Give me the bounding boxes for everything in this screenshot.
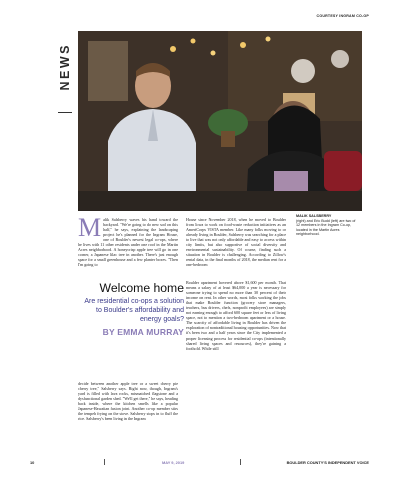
footer-divider-left bbox=[104, 459, 105, 465]
article-column-1-top bbox=[78, 213, 178, 268]
headline-deck: Are residential co-ops a solution to Boulder's affordability and energy goals? bbox=[84, 298, 184, 323]
page-number: 10 bbox=[30, 460, 35, 465]
photo-caption bbox=[296, 214, 360, 237]
photo-illustration bbox=[78, 31, 362, 211]
byline: BY EMMA MURRAY bbox=[102, 327, 184, 337]
article-column-2-bottom bbox=[186, 280, 286, 351]
article-photo bbox=[78, 31, 362, 211]
column-2-bottom-text: Boulder apartment hovered above $1,600 per month. That means a salary of at least $64,000 a year is necessary for someone trying to spend no more than 30 percent of their income on rent. In other words, most folks working the jobs that make Boulder function (grocery store managers, teachers, bus drivers, chefs, nonprofit employees) are simply not earning enough to afford 600 square feet or less of living space, not to mention a two-bedroom apartment or a house. The scarcity of affordable living in Boulder has driven the exploration of nontraditional housing opportunities. Now that it's been two and a half years since the City implemented a proper licensing process for residential co-ops (intentionally shared living spaces and resources), they're gaining a foothold. While still bbox=[186, 280, 286, 351]
publication-tagline: BOULDER COUNTY'S INDEPENDENT VOICE bbox=[286, 460, 369, 465]
caption-text: (right) and Eric Budd (left) are two of 12 members in the Ingram Co-op, located in the Martin Acres neighborhood. bbox=[296, 218, 356, 236]
drop-cap: M bbox=[78, 213, 102, 242]
headline-block bbox=[78, 281, 184, 337]
section-label: NEWS bbox=[58, 43, 72, 91]
article-column-1-bottom bbox=[78, 381, 178, 421]
column-2-top-text: House since November 2018, when he moved to Boulder from Iowa to work on food-waste reduction initiatives as an AmeriCorps VISTA member. Like many folks moving to or already living in Boulder, Salsberry was searching for a place to live that was not only affordable and easy to access within city limits, but also supportive of social diversity and environmental sustainability. Of course, finding such a situation in Boulder is challenging. According to Zillow's rental data, in the final months of 2018, the median rent for a one-bedroom bbox=[186, 217, 286, 268]
article-column-2-top bbox=[186, 217, 286, 267]
issue-date: MAY 9, 2019 bbox=[162, 460, 185, 465]
column-1-bottom-text: decide between another apple tree or a sweet cherry pie cherry tree," Salsberry says. Right now, though, Ingram's yard is filled with lava rocks, mismatched flagstone and a dysfunctional garden shed. "We'll get there," he says, heading back inside, where the kitchen smells like a popular Japanese-Hawaiian fusion joint. Another co-op member stirs the tempeh frying on the stove. Salsberry stops in to fluff the rice. Salsberry's been living in the Ingram bbox=[78, 381, 178, 422]
footer-divider-right bbox=[240, 459, 241, 465]
section-rule bbox=[58, 112, 72, 113]
photo-credit: COURTESY INGRAM CO-OP bbox=[316, 14, 369, 18]
column-1-top-text: alik Salsberry waves his hand toward the backyard. "We're going to do new sod on this half," he says, explaining the landscaping project he's planned for the Ingram House, one of Boulder's newest legal co-ops, where he lives with 11 other residents under one roof in the Martin Acres neighborhood. A honeycrisp apple tree will go in one corner, a Japanese lilac tree in another. There's just enough space for a small greenhouse and a few planter boxes. "Then I'm going to bbox=[78, 217, 178, 268]
headline-title: Welcome home bbox=[99, 281, 184, 295]
caption-name: MALIK SALSBERRY bbox=[296, 214, 332, 218]
page-footer bbox=[30, 460, 383, 468]
